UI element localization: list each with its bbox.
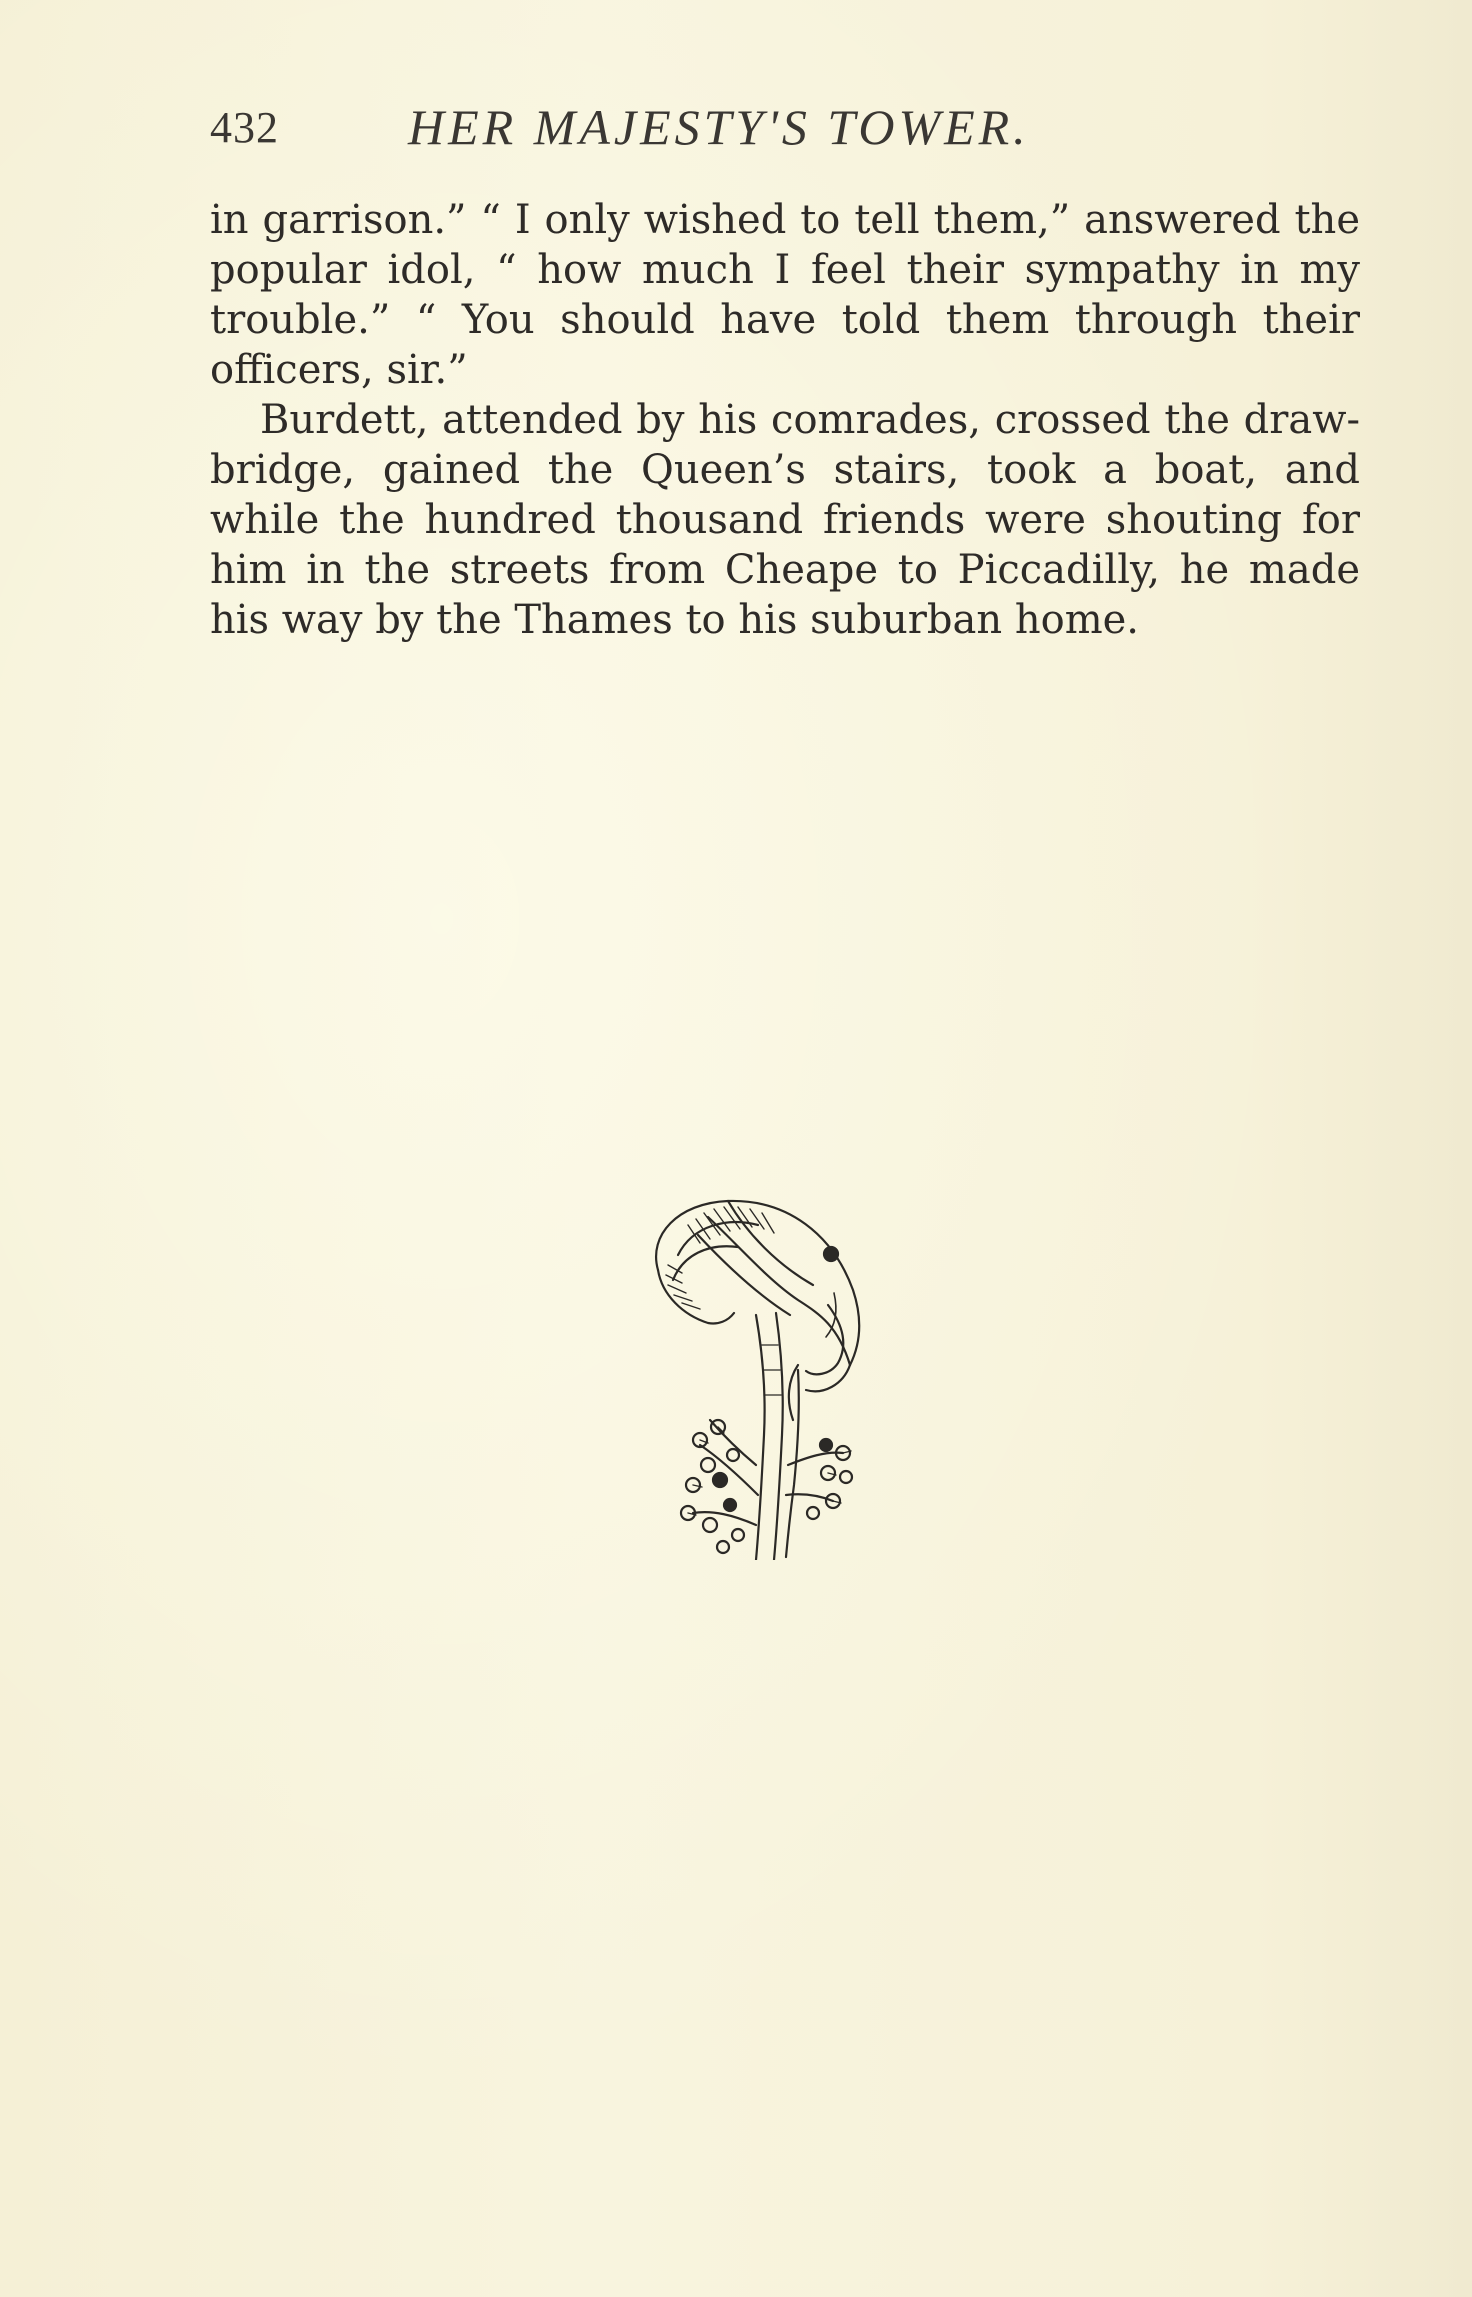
floral-tailpiece-icon [638, 1195, 928, 1560]
body-text [210, 195, 1360, 645]
running-head [210, 98, 1360, 158]
paragraph-2: Burdett, attended by his comrades, crossed the drawbridge, gained the Queen’s stairs, took a boat, and while the hundred thousand friends were shouting for him in the streets from Cheape to Piccadilly, he made his way by the Thames to his suburban home. [210, 397, 1360, 643]
paragraph-1: in garrison.” “ I only wished to tell them,” answered the popular idol, “ how much I feel their sympathy in my trouble.” “ You should have told them through their officers, sir.” [210, 197, 1360, 393]
running-title: HER MAJESTY'S TOWER. [408, 99, 1030, 155]
page-number: 432 [210, 103, 279, 152]
